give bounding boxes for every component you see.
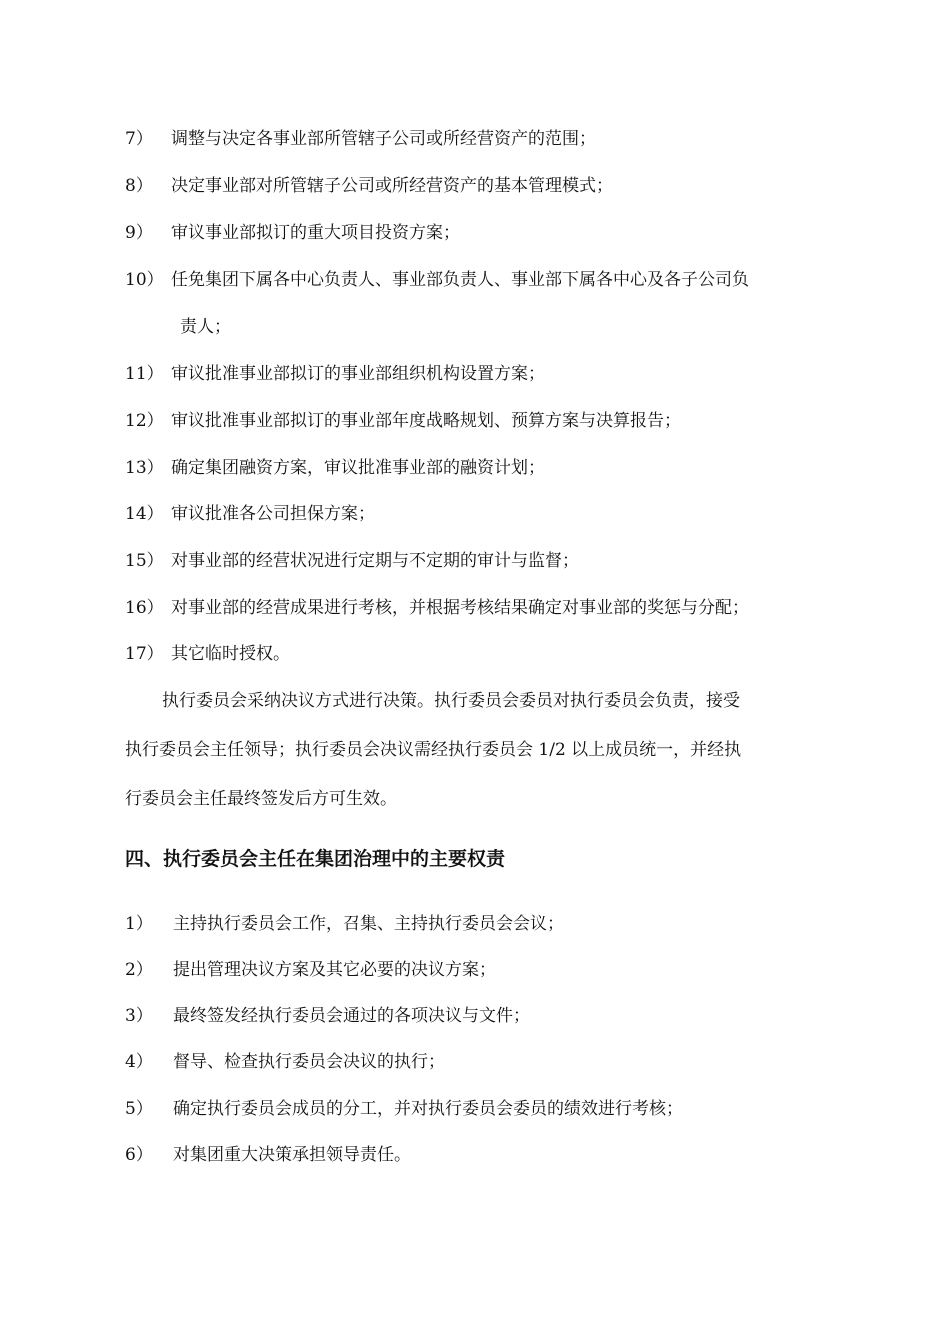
list-item [125, 175, 845, 197]
list-item [125, 959, 845, 981]
paragraph-line: 执行委员会主任领导；执行委员会决议需经执行委员会 1/2 以上成员统一，并经执 [125, 740, 742, 760]
item-text: 督导、检查执行委员会决议的执行； [173, 1052, 445, 1072]
item-number: 9） [125, 223, 153, 243]
item-text: 提出管理决议方案及其它必要的决议方案； [173, 960, 496, 980]
list-item [125, 1051, 845, 1073]
list-item [125, 503, 845, 525]
item-text: 对集团重大决策承担领导责任。 [173, 1145, 411, 1165]
item-number: 11） [125, 364, 164, 384]
list-item [125, 550, 845, 572]
item-number: 7） [125, 129, 153, 149]
list-item [125, 1144, 845, 1166]
list-item [125, 128, 845, 150]
item-number: 14） [125, 504, 164, 524]
list-item [125, 597, 845, 619]
item-text: 确定集团融资方案，审议批准事业部的融资计划； [171, 458, 545, 478]
item-text: 最终签发经执行委员会通过的各项决议与文件； [173, 1006, 530, 1026]
list-item [125, 363, 845, 385]
paragraph-line: 行委员会主任最终签发后方可生效。 [125, 789, 397, 809]
item-number: 8） [125, 176, 153, 196]
item-number: 3） [125, 1006, 153, 1026]
paragraph-line: 执行委员会采纳决议方式进行决策。执行委员会委员对执行委员会负责，接受 [162, 691, 740, 711]
item-number: 4） [125, 1052, 153, 1072]
list-item [125, 643, 845, 665]
item-number: 2） [125, 960, 153, 980]
item-text: 任免集团下属各中心负责人、事业部负责人、事业部下属各中心及各子公司负 [171, 270, 749, 290]
item-number: 10） [125, 270, 164, 290]
item-number: 6） [125, 1145, 153, 1165]
item-text: 审议事业部拟订的重大项目投资方案； [171, 223, 460, 243]
item-text: 主持执行委员会工作，召集、主持执行委员会会议； [173, 914, 564, 934]
item-number: 17） [125, 644, 164, 664]
item-text: 确定执行委员会成员的分工，并对执行委员会委员的绩效进行考核； [173, 1099, 683, 1119]
item-number: 12） [125, 411, 164, 431]
item-text: 其它临时授权。 [171, 644, 290, 664]
list-item [125, 913, 845, 935]
list-item [125, 222, 845, 244]
list-item [125, 1098, 845, 1120]
item-text: 审议批准事业部拟订的事业部年度战略规划、预算方案与决算报告； [171, 411, 681, 431]
item-number: 5） [125, 1099, 153, 1119]
item-text: 审议批准事业部拟订的事业部组织机构设置方案； [171, 364, 545, 384]
item-number: 16） [125, 598, 164, 618]
item-text: 对事业部的经营成果进行考核，并根据考核结果确定对事业部的奖惩与分配； [171, 598, 749, 618]
item-text: 调整与决定各事业部所管辖子公司或所经营资产的范围； [171, 129, 596, 149]
item-text: 决定事业部对所管辖子公司或所经营资产的基本管理模式； [171, 176, 613, 196]
list-item [125, 269, 845, 291]
item-continuation: 责人； [180, 317, 231, 337]
item-text: 对事业部的经营状况进行定期与不定期的审计与监督； [171, 551, 579, 571]
item-text: 审议批准各公司担保方案； [171, 504, 375, 524]
section-heading: 四、执行委员会主任在集团治理中的主要权责 [125, 848, 506, 870]
item-number: 15） [125, 551, 164, 571]
list-item [125, 457, 845, 479]
item-number: 1） [125, 914, 153, 934]
list-item [125, 410, 845, 432]
list-item [125, 1005, 845, 1027]
item-number: 13） [125, 458, 164, 478]
